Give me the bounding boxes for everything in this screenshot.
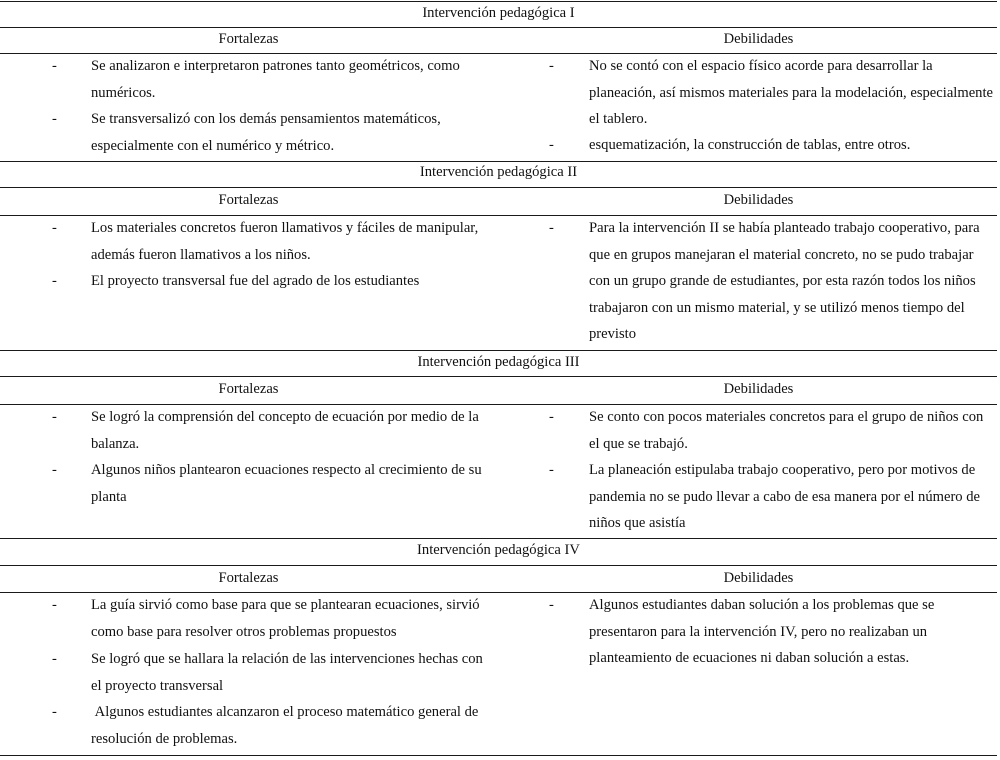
table-rule — [0, 1, 997, 2]
table-rule — [0, 376, 997, 377]
column-header-fortalezas: Fortalezas — [218, 31, 279, 47]
fortaleza-text: Se transversalizó con los demás pensamientos matemáticos, especialmente con el numérico y métrico. — [91, 111, 441, 154]
bullet-dash: - — [549, 137, 554, 153]
bullet-dash: - — [52, 220, 57, 236]
bullet-dash: - — [52, 409, 57, 425]
fortaleza-text: Se analizaron e interpretaron patrones tanto geométricos, como numéricos. — [91, 58, 460, 101]
bullet-dash: - — [52, 273, 57, 289]
debilidad-text: La planeación estipulaba trabajo cooperativo, pero por motivos de pandemia no se pudo llevar a cabo de esa manera por el número de niños que asistía — [589, 462, 981, 531]
column-header-fortalezas: Fortalezas — [218, 570, 279, 586]
bullet-dash: - — [52, 704, 57, 720]
debilidad-text: No se contó con el espacio físico acorde para desarrollar la planeación, así mismos materiales para la modelación, especialmente el tablero. — [589, 58, 994, 127]
column-header-fortalezas: Fortalezas — [218, 192, 279, 208]
column-header-debilidades: Debilidades — [723, 192, 794, 208]
table-rule — [0, 187, 997, 188]
column-header-debilidades: Debilidades — [723, 381, 794, 397]
table-rule — [0, 755, 997, 756]
column-header-fortalezas: Fortalezas — [218, 381, 279, 397]
table-rule — [0, 565, 997, 566]
fortaleza-text: Los materiales concretos fueron llamativos y fáciles de manipular, además fueron llamativos a los niños. — [91, 220, 479, 263]
section-title: Intervención pedagógica I — [422, 5, 575, 21]
debilidad-text: Algunos estudiantes daban solución a los problemas que se presentaron para la intervención IV, pero no realizaban un planteamiento de ecuaciones ni daban solución a estas. — [589, 597, 935, 666]
section-title: Intervención pedagógica IV — [417, 542, 580, 558]
table-rule — [0, 538, 997, 539]
bullet-dash: - — [549, 462, 554, 478]
debilidad-text: Para la intervención II se había planteado trabajo cooperativo, para que en grupos manejaran el material concreto, no se pudo trabajar con un grupo grande de estudiantes, por esta razón todos los niños trabajaron con un mismo material, y se utilizó menos tiempo del previsto — [589, 220, 980, 342]
bullet-dash: - — [549, 409, 554, 425]
bullet-dash: - — [549, 597, 554, 613]
debilidad-text: Se conto con pocos materiales concretos para el grupo de niños con el que se trabajó. — [589, 409, 984, 452]
column-header-debilidades: Debilidades — [723, 570, 794, 586]
fortaleza-text: Se logró la comprensión del concepto de ecuación por medio de la balanza. — [91, 409, 479, 452]
section-title: Intervención pedagógica III — [417, 354, 580, 370]
bullet-dash: - — [549, 220, 554, 236]
fortaleza-text: El proyecto transversal fue del agrado de los estudiantes — [91, 273, 420, 289]
fortaleza-text: Algunos niños plantearon ecuaciones respecto al crecimiento de su planta — [91, 462, 482, 505]
bullet-dash: - — [52, 651, 57, 667]
section-title: Intervención pedagógica II — [419, 164, 578, 180]
bullet-dash: - — [52, 597, 57, 613]
column-header-debilidades: Debilidades — [723, 31, 794, 47]
bullet-dash: - — [52, 58, 57, 74]
fortaleza-text: Algunos estudiantes alcanzaron el proceso matemático general de resolución de problemas. — [91, 704, 483, 747]
table-rule — [0, 350, 997, 351]
bullet-dash: - — [549, 58, 554, 74]
bullet-dash: - — [52, 111, 57, 127]
debilidad-text: esquematización, la construcción de tablas, entre otros. — [589, 137, 911, 153]
table-rule — [0, 27, 997, 28]
bullet-dash: - — [52, 462, 57, 478]
fortaleza-text: Se logró que se hallara la relación de las intervenciones hechas con el proyecto transversal — [91, 651, 483, 694]
fortaleza-text: La guía sirvió como base para que se plantearan ecuaciones, sirvió como base para resolver otros problemas propuestos — [91, 597, 480, 640]
